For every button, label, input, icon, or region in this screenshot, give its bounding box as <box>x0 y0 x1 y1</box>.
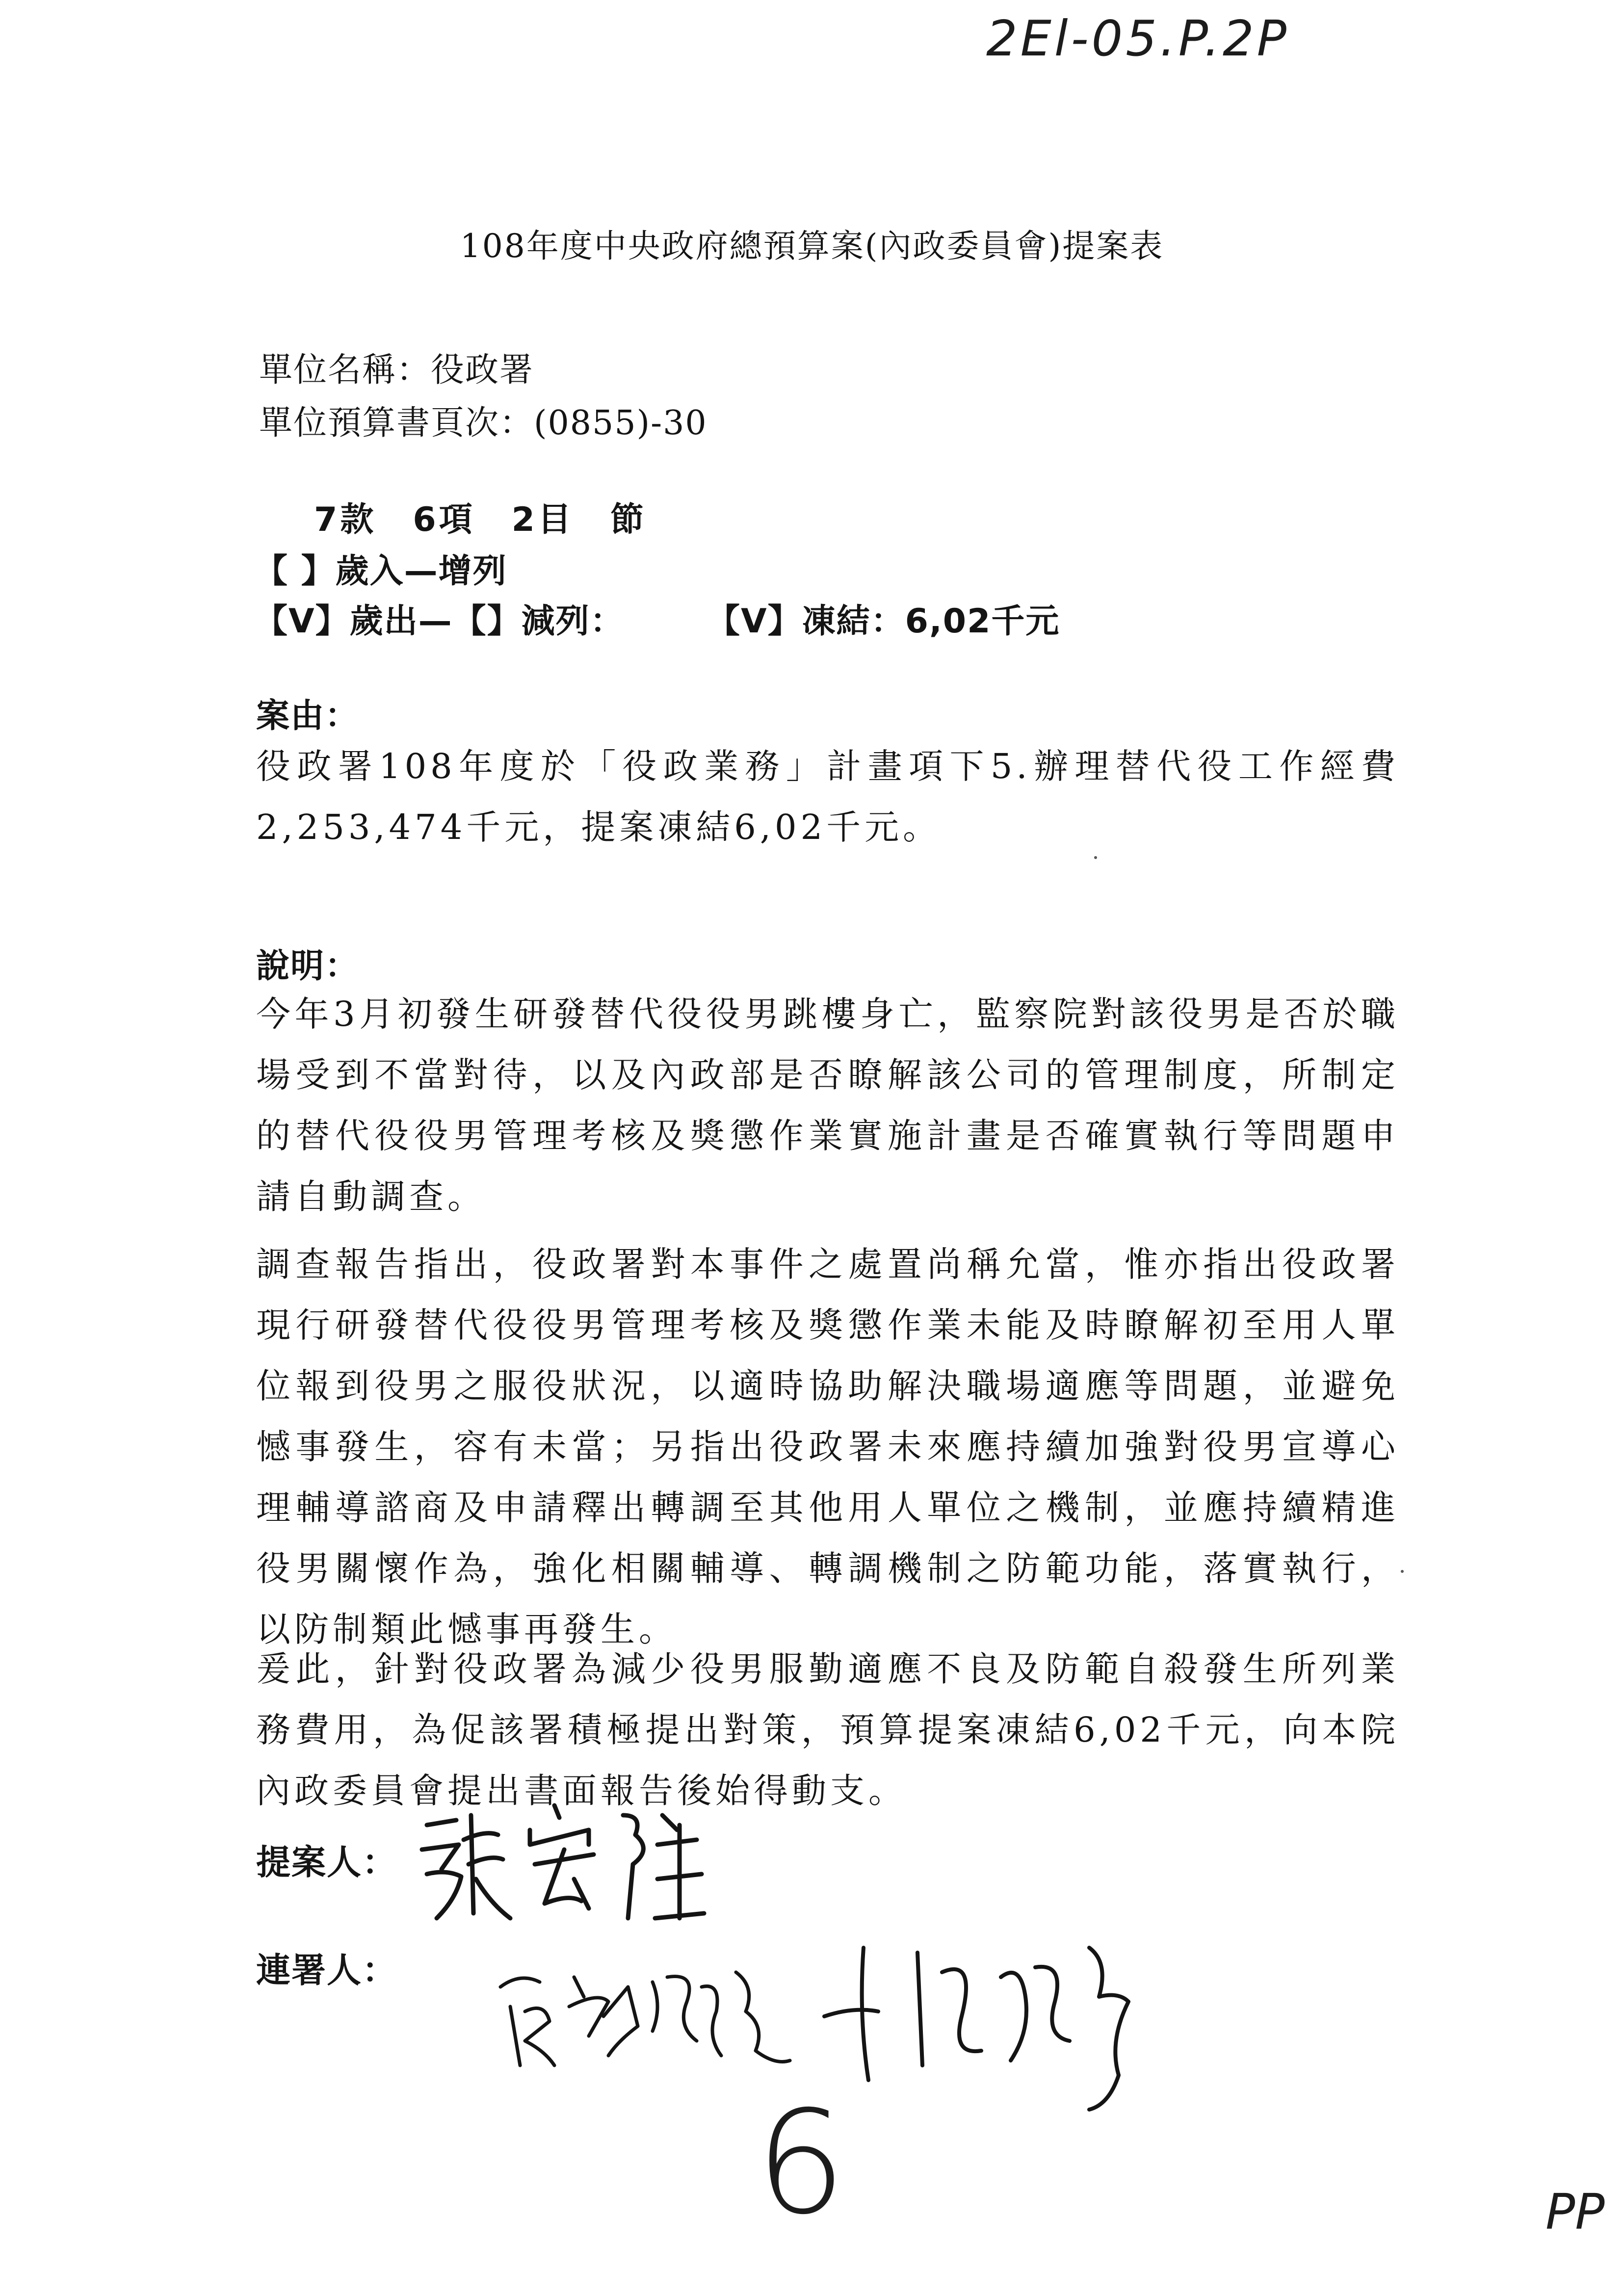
corner-initials: PP <box>1545 2183 1605 2241</box>
explanation-paragraph-1: 今年3月初發生研發替代役役男跳樓身亡，監察院對該役男是否於職場受到不當對待，以及內政部是否瞭解該公司的管理制度，所制定的替代役役男管理考核及獎懲作業實施計畫是否確實執行等問題申請自動調查。 <box>256 994 1399 1217</box>
page-number: 6 <box>756 2081 846 2246</box>
income-line: 【 】歲入—增列 <box>254 552 507 591</box>
unit-name: 單位名稱：役政署 <box>259 351 534 390</box>
explanation-paragraph-3: 爰此，針對役政署為減少役男服勤適應不良及防範自殺發生所列業務費用，為促該署積極提出對策，預算提案凍結6,02千元，向本院內政委員會提出書面報告後始得動支。 <box>256 1649 1399 1811</box>
expense-line: 【V】歲出—【】減列： <box>254 602 625 641</box>
cosigner-signature-1 <box>491 1943 795 2090</box>
cosigner-label: 連署人： <box>256 1950 397 1990</box>
budget-item: 7款 6項 2目 節 <box>314 500 647 539</box>
scan-speck <box>1094 856 1097 859</box>
scan-speck <box>1401 1570 1404 1573</box>
freeze-amount: 【V】凍結：6,02千元 <box>707 602 1060 641</box>
explanation-paragraph-2: 調查報告指出，役政署對本事件之處置尚稱允當，惟亦指出役政署現行研發替代役役男管理考核及獎懲作業未能及時瞭解初至用人單位報到役男之服役狀況，以適時協助解決職場適應等問題，並避免憾事發生，容有未當；另指出役政署未來應持續加強對役男宣導心理輔導諮商及申請釋出轉調至其他用人單位之機制，並應持續精進役男關懷作為，強化相關輔導、轉調機制之防範功能，落實執行，以防制類此憾事再發生。 <box>256 1244 1399 1649</box>
proposer-label: 提案人： <box>256 1842 397 1882</box>
corner-note: 2El-05.P.2P <box>986 10 1289 67</box>
explanation-heading: 說明： <box>256 947 360 986</box>
document-title: 108年度中央政府總預算案(內政委員會)提案表 <box>460 227 1164 265</box>
reason-heading: 案由： <box>256 697 360 735</box>
cosigner-signature-2 <box>814 1918 1168 2114</box>
unit-budget-page: 單位預算書頁次：(0855)-30 <box>259 404 707 443</box>
proposer-signature <box>412 1796 707 1933</box>
reason-text: 役政署108年度於「役政業務」計畫項下5.辦理替代役工作經費2,253,474千元，提案凍結6,02千元。 <box>256 746 1399 847</box>
